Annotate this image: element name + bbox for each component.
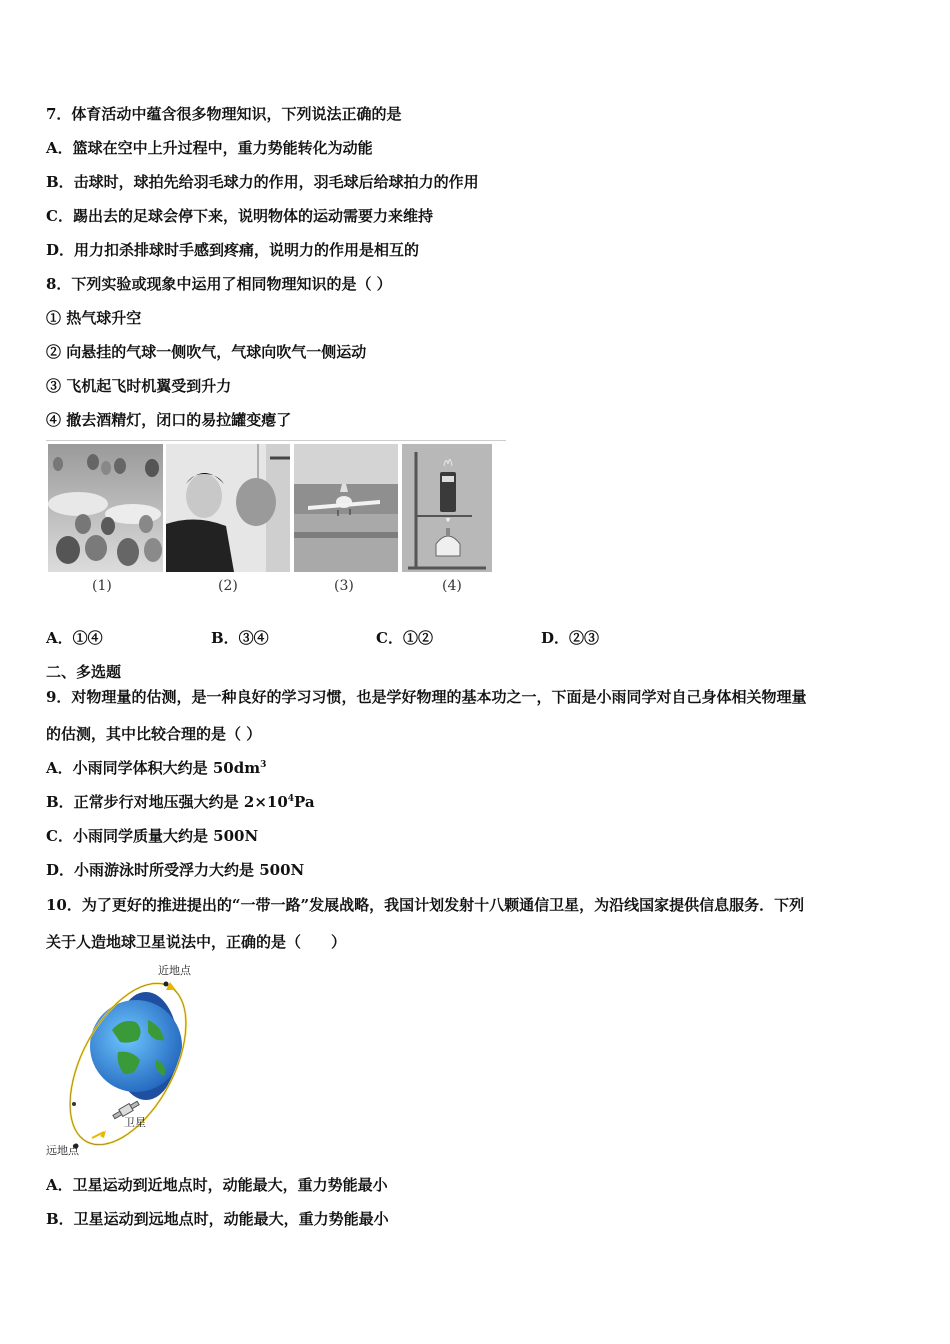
q9-option-d: D．小雨游泳时所受浮力大约是 500N: [46, 861, 305, 879]
q8-option-a: A．①④: [46, 629, 103, 647]
q9-option-b-unit: Pa: [294, 793, 315, 811]
q7-option-b: B．击球时，球拍先给羽毛球力的作用，羽毛球后给球拍力的作用: [46, 173, 479, 191]
q10-option-b: B．卫星运动到远地点时，动能最大，重力势能最小: [46, 1210, 389, 1228]
q9-option-b-text: B．正常步行对地压强大约是 2×10: [46, 793, 288, 811]
apogee-label: 远地点: [46, 1144, 79, 1157]
perigee-label: 近地点: [158, 964, 191, 977]
q7-option-c: C．踢出去的足球会停下来，说明物体的运动需要力来维持: [46, 207, 433, 225]
balloon-blowing-photo: [166, 444, 290, 572]
q8-photo-strip: [46, 440, 506, 600]
q9-option-a-text: A．小雨同学体积大约是 50dm: [46, 759, 261, 777]
q10-stem-line2: 关于人造地球卫星说法中，正确的是（ ）: [46, 933, 347, 951]
q8-item-4: ④ 撤去酒精灯，闭口的易拉罐变瘪了: [46, 411, 292, 429]
hot-air-balloons-photo: [48, 444, 163, 572]
q10-option-a: A．卫星运动到近地点时，动能最大，重力势能最小: [46, 1176, 388, 1194]
q8-option-c: C．①②: [376, 629, 433, 647]
q8-item-1: ① 热气球升空: [46, 309, 142, 327]
airplane-takeoff-photo: [294, 444, 398, 572]
q7-stem: 7．体育活动中蕴含很多物理知识，下列说法正确的是: [46, 105, 402, 123]
q10-stem-line1: 10．为了更好的推进提出的“一带一路”发展战略，我国计划发射十八颗通信卫星，为沿线国家提供信息服务．下列: [46, 896, 805, 914]
satellite-label: 卫星: [124, 1116, 146, 1129]
satellite-orbit-figure: [44, 960, 214, 1160]
q9-stem-line2: 的估测，其中比较合理的是（ ）: [46, 725, 262, 743]
caption-4: (4): [442, 578, 462, 594]
q9-option-b-exponent: 4: [287, 794, 295, 804]
q7-option-d: D．用力扣杀排球时手感到疼痛，说明力的作用是相互的: [46, 241, 420, 259]
q9-option-a-exponent: 3: [260, 760, 267, 770]
q8-item-2: ② 向悬挂的气球一侧吹气，气球向吹气一侧运动: [46, 343, 367, 361]
q9-option-c: C．小雨同学质量大约是 500N: [46, 827, 259, 845]
caption-3: (3): [334, 578, 354, 594]
q8-option-d: D．②③: [541, 629, 600, 647]
q8-option-b: B．③④: [211, 629, 269, 647]
q8-item-3: ③ 飞机起飞时机翼受到升力: [46, 377, 232, 395]
section-title: 二、多选题: [46, 663, 122, 681]
orbit-diagram: [44, 960, 214, 1160]
q8-stem: 8．下列实验或现象中运用了相同物理知识的是（ ）: [46, 275, 392, 293]
q9-stem-line1: 9．对物理量的估测，是一种良好的学习习惯，也是学好物理的基本功之一，下面是小雨同学对自己身体相关物理量: [46, 688, 807, 706]
can-heating-photo: [402, 444, 492, 572]
caption-2: (2): [218, 578, 238, 594]
q9-option-a: [46, 757, 266, 778]
caption-1: (1): [92, 578, 112, 594]
q7-option-a: A．篮球在空中上升过程中，重力势能转化为动能: [46, 139, 373, 157]
q9-option-b: [46, 791, 315, 812]
